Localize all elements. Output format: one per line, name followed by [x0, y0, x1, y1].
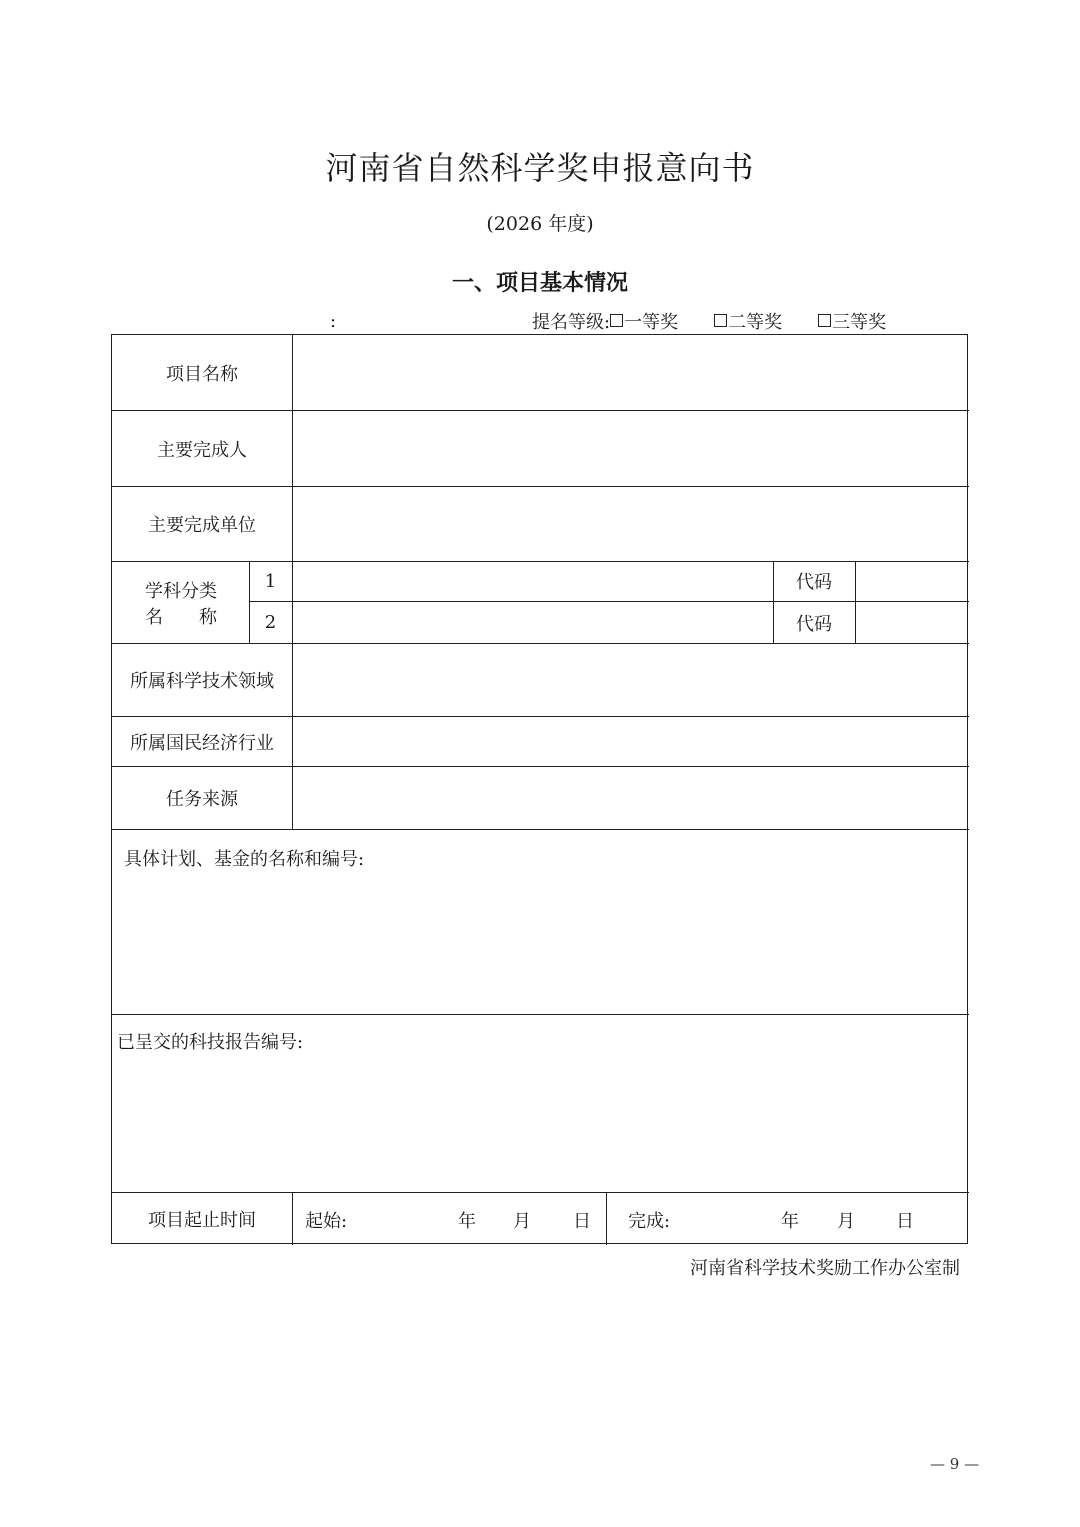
- end-year-unit: 年: [781, 1211, 799, 1232]
- row-divider: [112, 829, 969, 830]
- task-source-label: 任务来源: [166, 789, 238, 810]
- sci-tech-field-input[interactable]: [293, 644, 969, 716]
- column-divider: [606, 1192, 607, 1245]
- checkbox-icon[interactable]: [818, 314, 831, 327]
- end-day-unit: 日: [896, 1211, 914, 1232]
- industry-label: 所属国民经济行业: [130, 732, 274, 754]
- code-field-2[interactable]: [856, 602, 969, 643]
- checkbox-icon[interactable]: [714, 314, 727, 327]
- section-heading: 一、项目基本情况: [451, 270, 628, 296]
- page-number: — 9 —: [930, 1455, 980, 1473]
- code-label-2: 代码: [796, 613, 832, 635]
- checkbox-icon[interactable]: [610, 314, 623, 327]
- column-divider: [292, 1192, 293, 1245]
- discipline-label-line2: 名 称: [145, 607, 217, 628]
- row-divider: [112, 1014, 969, 1015]
- option-second-prize[interactable]: 二等奖: [714, 312, 782, 333]
- discipline-label-line1: 学科分类: [145, 581, 217, 602]
- code-field-1[interactable]: [856, 561, 969, 601]
- year-label: (2026 年度): [486, 213, 594, 235]
- sci-tech-field-label: 所属科学技术领域: [130, 671, 274, 692]
- main-units-field[interactable]: [293, 487, 969, 561]
- project-name-label: 项目名称: [166, 363, 238, 385]
- report-number-label: 已呈交的科技报告编号:: [117, 1032, 304, 1053]
- nomination-label: 提名等级:: [532, 312, 611, 333]
- task-source-input[interactable]: [293, 767, 969, 829]
- report-number-field[interactable]: [112, 1057, 969, 1191]
- end-label: 完成:: [628, 1211, 671, 1232]
- discipline-name-field-1[interactable]: [293, 561, 773, 601]
- main-units-label: 主要完成单位: [148, 515, 256, 536]
- start-day-unit: 日: [573, 1211, 591, 1232]
- industry-input[interactable]: [293, 717, 969, 766]
- option-third-prize[interactable]: 三等奖: [818, 312, 886, 333]
- discipline-row-index-2: 2: [264, 612, 277, 633]
- project-name-field[interactable]: [293, 335, 969, 410]
- discipline-row-index-1: 1: [264, 570, 277, 592]
- discipline-name-field-2[interactable]: [293, 602, 773, 643]
- issuer-footer: 河南省科学技术奖励工作办公室制: [690, 1258, 960, 1279]
- nominator-colon: :: [330, 311, 337, 332]
- start-label: 起始:: [305, 1211, 348, 1232]
- project-info-table: [111, 334, 968, 1244]
- option-first-prize[interactable]: 一等奖: [610, 312, 678, 333]
- nomination-level: [532, 308, 886, 334]
- end-month-unit: 月: [837, 1211, 855, 1232]
- project-period-label: 项目起止时间: [148, 1210, 256, 1231]
- plan-fund-label: 具体计划、基金的名称和编号:: [124, 849, 365, 870]
- plan-fund-field[interactable]: [112, 875, 969, 1013]
- main-completers-field[interactable]: [293, 411, 969, 486]
- document-title: 河南省自然科学奖申报意向书: [325, 149, 755, 187]
- start-month-unit: 月: [513, 1211, 531, 1232]
- code-label-1: 代码: [796, 572, 832, 593]
- start-year-unit: 年: [458, 1211, 476, 1232]
- main-completers-label: 主要完成人: [157, 439, 247, 461]
